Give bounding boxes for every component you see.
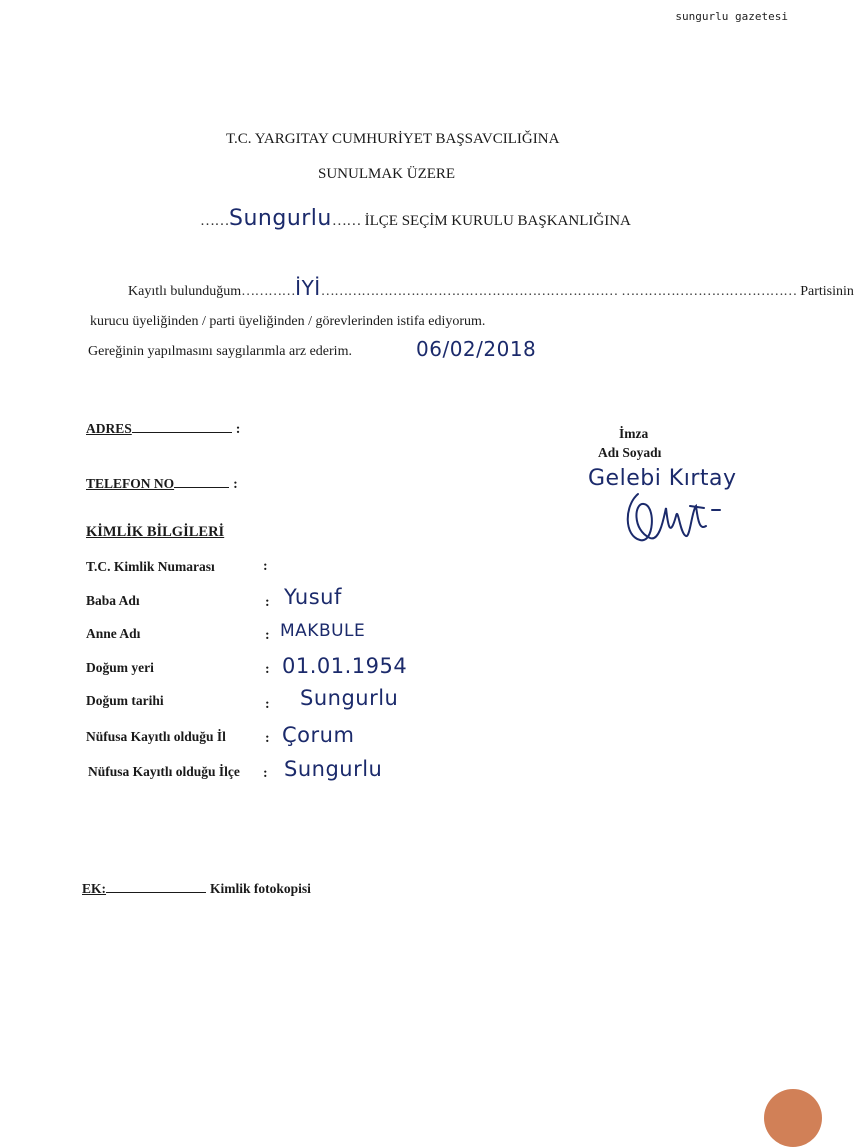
resignation-statement: kurucu üyeliğinden / parti üyeliğinden / görevlerinden istifa ediyorum. [90, 314, 486, 329]
header-line-3 [200, 206, 631, 231]
father-name-label: Baba Adı [86, 593, 140, 608]
request-statement: Gereğinin yapılmasını saygılarımla arz ederim. [88, 344, 352, 359]
signature-label: İmza [619, 426, 649, 441]
phone-field [86, 475, 238, 493]
name-surname-label: Adı Soyadı [598, 445, 662, 460]
corner-stain [764, 1089, 822, 1147]
father-name-value: Yusuf [284, 585, 342, 609]
registered-district-value: Sungurlu [284, 757, 383, 781]
district-handwritten: Sungurlu [229, 206, 332, 231]
header-dots-right: …… [331, 213, 361, 229]
attachment-text: Kimlik fotokopisi [210, 881, 311, 896]
tc-id-label: T.C. Kimlik Numarası [86, 559, 215, 574]
birthdate-colon: : [265, 697, 270, 712]
registered-prefix: Kayıtlı bulunduğum [128, 284, 242, 299]
signer-name-handwritten: Gelebi Kırtay [588, 466, 737, 491]
tc-id-colon: : [263, 559, 268, 574]
registered-line [128, 276, 854, 300]
registered-province-colon: : [265, 731, 270, 746]
header-line-2: SUNULMAK ÜZERE [318, 166, 456, 182]
address-field [86, 420, 240, 438]
address-line [132, 432, 232, 433]
attachment-underline [106, 892, 206, 893]
attachment-line [82, 880, 311, 898]
birthplace-colon: : [265, 662, 270, 677]
signature-scribble [620, 486, 730, 566]
date-handwritten: 06/02/2018 [416, 337, 537, 361]
registered-dots-3: ………………………………… [621, 284, 797, 299]
registered-dots-1: ………… [241, 284, 296, 299]
phone-label: TELEFON NO [86, 476, 175, 491]
district-office-title: İLÇE SEÇİM KURULU BAŞKANLIĞINA [364, 213, 631, 229]
registered-dots-2: ………………………………………………………… [320, 284, 618, 299]
birthdate-label: Doğum tarihi [86, 693, 164, 708]
father-name-colon: : [265, 595, 270, 610]
address-colon: : [235, 422, 241, 437]
registered-district-colon: : [263, 766, 268, 781]
header-line-1: T.C. YARGITAY CUMHURİYET BAŞSAVCILIĞINA [226, 131, 560, 147]
registered-suffix: Partisinin [800, 284, 854, 299]
registered-province-label: Nüfusa Kayıtlı olduğu İl [86, 729, 226, 744]
phone-colon: : [233, 477, 238, 492]
watermark: sungurlu gazetesi [675, 10, 788, 23]
attachment-label: EK: [82, 881, 107, 896]
mother-name-value: MAKBULE [280, 621, 366, 641]
birthplace-value: 01.01.1954 [282, 654, 408, 678]
identity-title: KİMLİK BİLGİLERİ [86, 524, 225, 540]
birthdate-value: Sungurlu [300, 686, 399, 710]
mother-name-colon: : [265, 628, 270, 643]
party-handwritten: İYİ [295, 276, 321, 300]
birthplace-label: Doğum yeri [86, 660, 154, 675]
registered-district-label: Nüfusa Kayıtlı olduğu İlçe [88, 764, 240, 779]
address-label: ADRES [86, 421, 132, 436]
mother-name-label: Anne Adı [86, 626, 141, 641]
header-dots-left: …… [200, 213, 229, 229]
registered-province-value: Çorum [282, 723, 355, 747]
phone-line [174, 487, 229, 488]
